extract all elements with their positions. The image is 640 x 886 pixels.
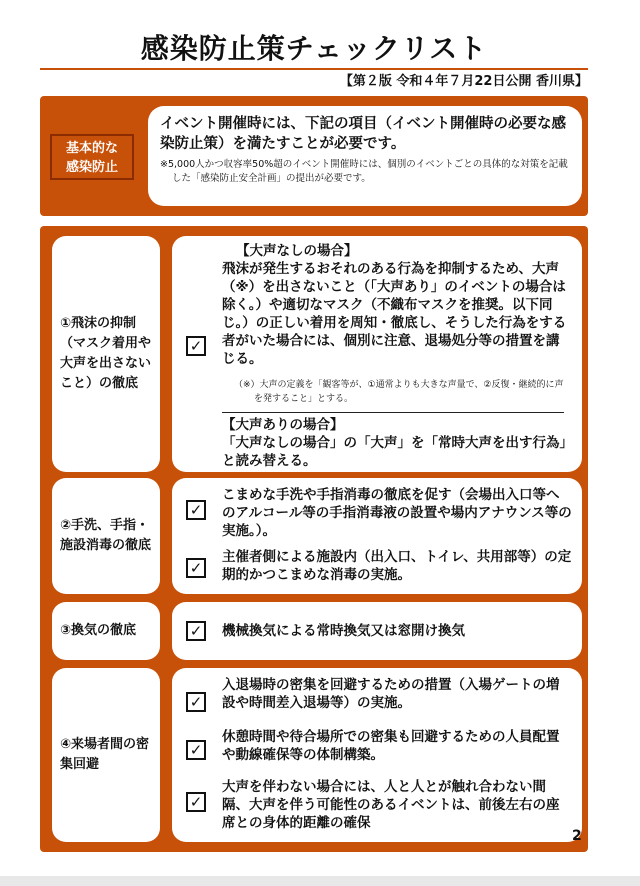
edition-info: 【第２版 令和４年７月22日公開 香川県】 bbox=[339, 74, 588, 89]
category-label-droplet: ①飛沫の抑制（マスク着用や大声を出さないこと）の徹底 bbox=[52, 236, 160, 472]
checkbox-checked-icon[interactable]: ✓ bbox=[186, 500, 206, 520]
basic-prevention-label: 基本的な 感染防止 bbox=[50, 134, 134, 180]
checkbox-checked-icon[interactable]: ✓ bbox=[186, 692, 206, 712]
basic-prevention-text: イベント開催時には、下記の項目（イベント開催時の必要な感染防止策）を満たすことが必要です。 bbox=[160, 116, 566, 152]
checklist-item-alt bbox=[222, 416, 572, 470]
category-items-crowding bbox=[172, 668, 582, 842]
category-label-ventilation: ③換気の徹底 bbox=[52, 602, 160, 660]
checkbox-checked-icon[interactable]: ✓ bbox=[186, 558, 206, 578]
item-text: 飛沫が発生するおそれのある行為を抑制するため、大声（※）を出さないこと（「大声あり」のイベントの場合は除く。）や適切なマスク（不織布マスクを推奨。以下同じ。）の正しい着用を周知・徹底し、そうした行為をする者がいた場合には、個別に注意、退場処分等の措置を講じる。 bbox=[222, 261, 567, 367]
viewer-bottom-bar bbox=[0, 876, 640, 886]
checklist-item: こまめな手洗や手指消毒の徹底を促す（会場出入口等へのアルコール等の手指消毒液の設置や場内アナウンス等の実施。）。 bbox=[222, 487, 572, 539]
checkbox-checked-icon[interactable]: ✓ bbox=[186, 336, 206, 356]
item-divider bbox=[222, 412, 564, 413]
checklist-item: 大声を伴わない場合には、人と人とが触れ合わない間隔、大声を伴う可能性のあるイベントは、前後左右の座席との身体的距離の確保 bbox=[222, 779, 560, 831]
checkbox-checked-icon[interactable]: ✓ bbox=[186, 621, 206, 641]
category-label-hygiene: ②手洗、手指・施設消毒の徹底 bbox=[52, 478, 160, 594]
basic-prevention-section bbox=[40, 96, 588, 216]
checklist-item: 休憩時間や待合場所での密集も回避するための人員配置や動線確保等の体制構築。 bbox=[222, 729, 560, 763]
category-items-hygiene bbox=[172, 478, 582, 594]
item-heading: 【大声なしの場合】 bbox=[236, 243, 358, 259]
category-items-droplet bbox=[172, 236, 582, 472]
checklist-item: 主催者側による施設内（出入口、トイレ、共用部等）の定期的かつこまめな消毒の実施。 bbox=[222, 549, 572, 583]
basic-prevention-note: ※5,000人かつ収容率50%超のイベント開催時には、個別のイベントごとの具体的な対策を記載した「感染防止安全計画」の提出が必要です。 bbox=[160, 159, 568, 184]
category-items-ventilation bbox=[172, 602, 582, 660]
basic-prevention-box bbox=[148, 106, 582, 206]
checkbox-checked-icon[interactable]: ✓ bbox=[186, 792, 206, 812]
checklist-item: 入退場時の密集を回避するための措置（入場ゲートの増設や時間差入退場等）の実施。 bbox=[222, 677, 560, 711]
checklist-item: 機械換気による常時換気又は窓開け換気 bbox=[222, 623, 465, 639]
page-title: 感染防止策チェックリスト bbox=[140, 32, 488, 65]
title-underline bbox=[40, 68, 588, 70]
page-number: 2 bbox=[572, 828, 582, 844]
item-heading: 【大声ありの場合】 bbox=[222, 417, 344, 433]
checklist-section bbox=[40, 226, 588, 852]
checklist-item bbox=[222, 242, 572, 368]
item-footnote: （※）大声の定義を「観客等が、①通常よりも大きな声量で、②反復・継続的に声を発すること」とする。 bbox=[234, 380, 564, 404]
item-text: 「大声なしの場合」の「大声」を「常時大声を出す行為」と読み替える。 bbox=[222, 435, 567, 469]
category-label-crowding: ④来場者間の密集回避 bbox=[52, 668, 160, 842]
checkbox-checked-icon[interactable]: ✓ bbox=[186, 740, 206, 760]
